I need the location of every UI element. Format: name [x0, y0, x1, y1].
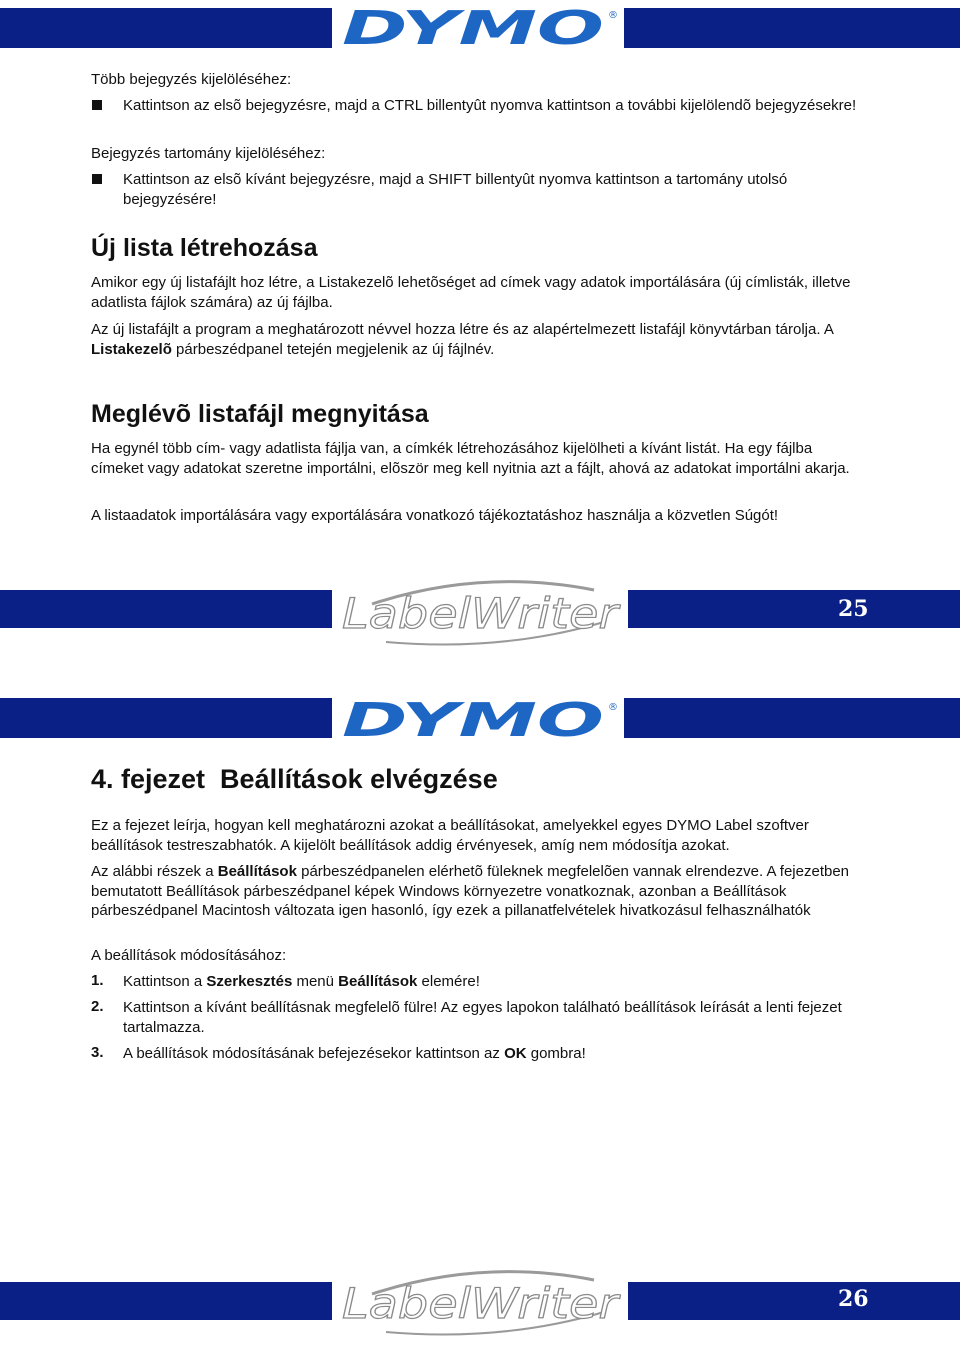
svg-text:DYMO: DYMO	[342, 693, 604, 744]
paragraph-open-list-2: A listaadatok importálására vagy exportálására vonatkozó tájékoztatáshoz használja a közvetlen Súgót!	[91, 507, 779, 524]
step-text: Kattintson a Szerkesztés menü Beállítások elemére!	[123, 973, 480, 990]
heading-open-list: Meglévõ listafájl megnyitása	[91, 400, 429, 428]
paragraph-how-to: A beállítások módosításához:	[91, 947, 287, 964]
svg-text:LabelWriter: LabelWriter	[342, 589, 622, 638]
svg-text:®: ®	[608, 10, 618, 21]
svg-text:®: ®	[608, 702, 618, 713]
paragraph-new-list-2: Az új listafájlt a program a meghatározott névvel hozza létre és az alapértelmezett listafájl könyvtárban tárolja. A Listakezelõ párbeszédpanel tetején megjelenik az új fájlnév.	[91, 321, 834, 358]
chapter-title: 4. fejezet Beállítások elvégzése	[91, 764, 498, 794]
step-text: A beállítások módosításának befejezésekor kattintson az OK gombra!	[123, 1045, 586, 1062]
paragraph-intro: Ez a fejezet leírja, hogyan kell meghatározni azokat a beállításokat, amelyekkel egyes DYMO Label szoftver beállítások testreszabhatók. A kijelölt beállítások addig érvényesek, amíg nem módosítja azokat.	[91, 817, 809, 854]
step-number: 2.	[91, 998, 104, 1015]
bullet-text-shift: Kattintson az elsõ kívánt bejegyzésre, majd a SHIFT billentyût nyomva kattintson a tartomány utolsó bejegyzésére!	[123, 171, 788, 208]
step-text: Kattintson a kívánt beállításnak megfelelõ fülre! Az egyes lapokon található beállítások leírását a lenti fejezet tartalmazza.	[123, 999, 842, 1036]
intro-multi-select: Több bejegyzés kijelöléséhez:	[91, 71, 292, 88]
heading-new-list: Új lista létrehozása	[91, 234, 318, 262]
step-number: 3.	[91, 1044, 104, 1061]
labelwriter-logo	[332, 1262, 628, 1340]
dymo-logo	[332, 692, 624, 744]
bullet-square-icon	[92, 174, 102, 184]
dymo-logo	[332, 0, 624, 52]
step-number: 1.	[91, 972, 104, 989]
svg-text:LabelWriter: LabelWriter	[342, 1279, 622, 1328]
page-number: 25	[838, 596, 869, 622]
page-number: 26	[838, 1286, 869, 1312]
bullet-text-ctrl: Kattintson az elsõ bejegyzésre, majd a CTRL billentyût nyomva kattintson a további kijelölendõ bejegyzésekre!	[123, 97, 857, 114]
bullet-square-icon	[92, 100, 102, 110]
intro-range-select: Bejegyzés tartomány kijelöléséhez:	[91, 145, 326, 162]
paragraph-new-list-1: Amikor egy új listafájlt hoz létre, a Listakezelõ lehetõséget ad címek vagy adatok importálására (új címlisták, illetve adatlista fájlok számára) az új fájlba.	[91, 274, 851, 311]
paragraph-sections: Az alábbi részek a Beállítások párbeszédpanelen elérhetõ füleknek megfelelõen vannak elrendezve. A fejezetben bemutatott Beállítások párbeszédpanel képek Windows környezetre vonatkoznak, azonban a Beállítások párbeszédpanel Macintosh változata igen hasonló, így ezek a pillanatfelvételek hivatkozásul felhasználhatók	[91, 863, 850, 919]
svg-text:DYMO: DYMO	[342, 1, 604, 52]
paragraph-open-list-1: Ha egynél több cím- vagy adatlista fájlja van, a címkék létrehozásához kijelölheti a kívánt listát. Ha egy fájlba címeket vagy adatokat szeretne importálni, elõször meg kell nyitnia azt a fájlt, ahová az adatokat importálni akarja.	[91, 440, 850, 477]
labelwriter-logo	[332, 572, 628, 652]
